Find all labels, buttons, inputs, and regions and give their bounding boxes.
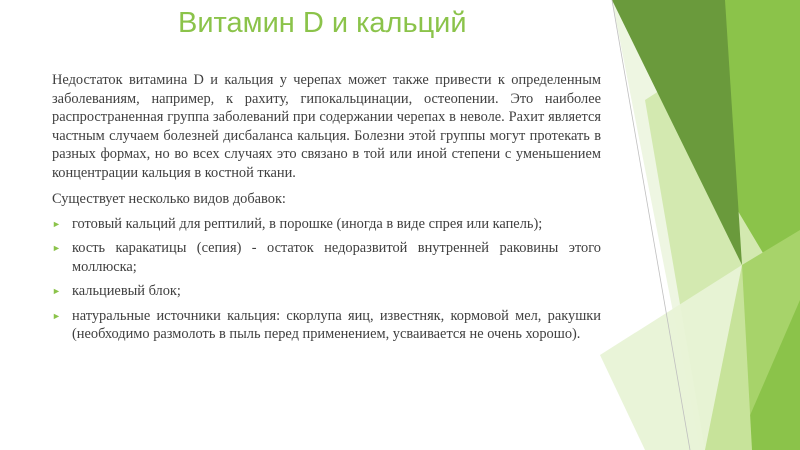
supplements-intro: Существует несколько видов добавок: [52, 191, 286, 207]
supplements-list [52, 215, 601, 344]
triangle-right-icon: ► [52, 310, 61, 321]
triangle-right-icon: ► [52, 218, 61, 229]
triangle-right-icon: ► [52, 243, 61, 253]
list-item [52, 282, 601, 301]
slide-body [52, 71, 601, 350]
slide-title: Витамин D и кальций [178, 7, 467, 39]
list-item-text: готовый кальций для рептилий, в порошке (иногда в виде спрея или капель); [72, 215, 543, 232]
list-item-text: кальциевый блок; [72, 283, 181, 299]
body-paragraph: Недостаток витамина D и кальция у черепах может также привести к определенным заболеваниям, например, к рахиту, гипокальцинации, остеопении. Это наиболее распространенная группа заболеваний при содержании черепах в неволе. Рахит является частным случаем болезней дисбаланса кальция. Болезни этой группы могут протекать в разных формах, но во всех случаях это связано в той или иной степени с уменьшением концентрации кальция в костной ткани. [52, 72, 601, 181]
list-item [52, 239, 601, 276]
list-item-text: кость каракатицы (сепия) - остаток недоразвитой внутренней раковины этого моллюска; [72, 240, 601, 275]
list-item-text: натуральные источники кальция: скорлупа яиц, известняк, кормовой мел, ракушки (необходимо размолоть в пыль перед применением, усваивается не очень хорошо). [72, 307, 601, 342]
triangle-right-icon: ► [52, 286, 61, 296]
list-item [52, 307, 601, 344]
list-item [52, 215, 601, 234]
